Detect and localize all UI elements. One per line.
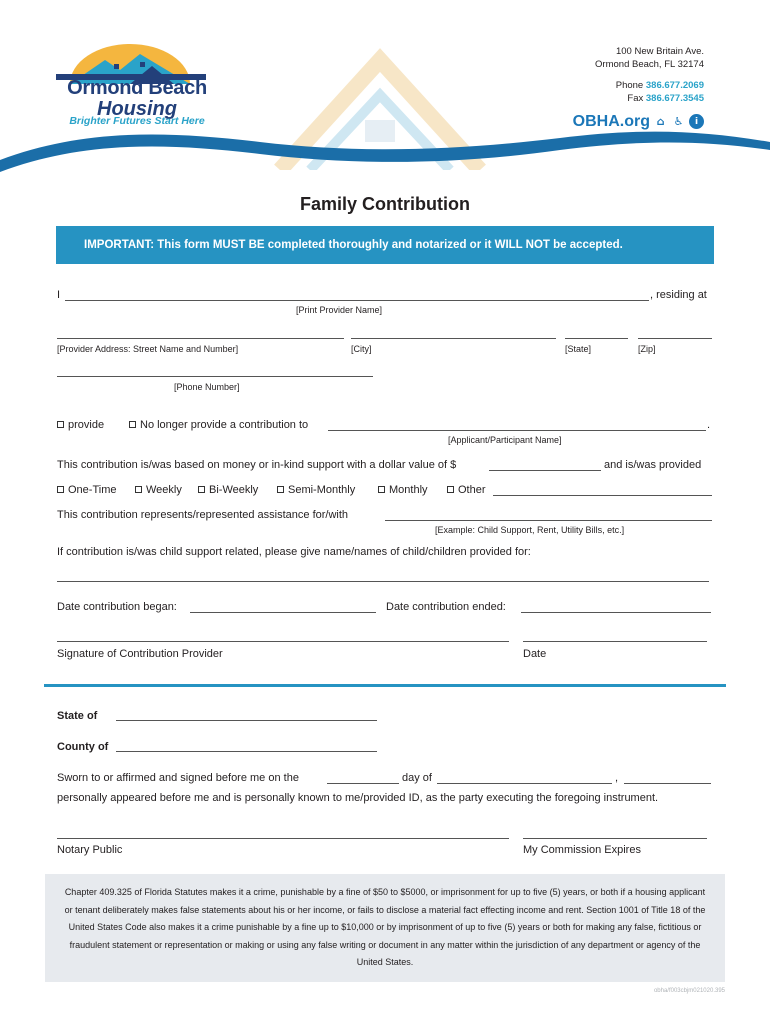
state-of-label: State of — [57, 710, 98, 722]
header-wave — [0, 120, 770, 180]
monthly-checkbox[interactable] — [378, 486, 385, 493]
address-line2: Ormond Beach, FL 32174 — [595, 59, 704, 70]
wheelchair-accessibility-icon: ♿ — [673, 115, 684, 128]
provide-option[interactable] — [57, 419, 104, 431]
signature-date-field[interactable] — [523, 641, 707, 642]
fax-label: Fax — [627, 93, 644, 104]
dollar-value-field[interactable] — [489, 470, 601, 471]
children-names-field[interactable] — [57, 581, 709, 582]
date-ended-field[interactable] — [521, 612, 711, 613]
phone-label: Phone — [615, 80, 644, 91]
date-ended-label: Date contribution ended: — [386, 601, 506, 613]
phone-number: 386.677.2069 — [645, 80, 704, 91]
important-notice-text: IMPORTANT: This form MUST BE completed thoroughly and notarized or it WILL NOT be accepted. — [84, 239, 623, 251]
dollar-value-prefix: This contribution is/was based on money or in-kind support with a dollar value of $ — [57, 459, 457, 471]
assistance-field[interactable] — [385, 520, 712, 521]
sworn-comma: , — [615, 772, 619, 784]
frequency-one-time[interactable] — [57, 484, 117, 496]
no-longer-option[interactable] — [129, 419, 308, 431]
provide-checkbox[interactable] — [57, 421, 64, 428]
logo-tagline: Brighter Futures Start Here — [69, 115, 205, 127]
accessibility-icons — [653, 114, 704, 129]
assistance-example: [Example: Child Support, Rent, Utility Bills, etc.] — [435, 525, 625, 535]
provider-signature-field[interactable] — [57, 641, 509, 642]
other-frequency-field[interactable] — [493, 495, 712, 496]
weekly-checkbox[interactable] — [135, 486, 142, 493]
state-of-field[interactable] — [116, 720, 377, 721]
city-label: [City] — [351, 344, 372, 354]
sworn-month-field[interactable] — [437, 783, 612, 784]
sworn-prefix: Sworn to or affirmed and signed before me on the — [57, 772, 299, 784]
phone-line — [595, 79, 704, 92]
info-icon: i — [689, 114, 704, 129]
no-longer-checkbox[interactable] — [129, 421, 136, 428]
form-code: obha/f003cbjm021020.395 — [653, 988, 725, 994]
date-began-label: Date contribution began: — [57, 601, 177, 613]
no-longer-label: No longer provide a contribution to — [140, 419, 309, 431]
zip-label: [Zip] — [638, 344, 656, 354]
provider-address-label: [Provider Address: Street Name and Number] — [57, 344, 239, 354]
other-checkbox[interactable] — [447, 486, 454, 493]
signature-label: Signature of Contribution Provider — [57, 648, 223, 660]
state-field[interactable] — [565, 338, 628, 339]
legal-disclaimer — [45, 874, 725, 982]
important-notice — [56, 226, 714, 264]
dollar-value-suffix: and is/was provided — [604, 459, 702, 471]
semi-monthly-checkbox[interactable] — [277, 486, 284, 493]
one-time-label: One-Time — [68, 484, 117, 496]
logo-name-line1: Ormond Beach — [67, 77, 207, 99]
one-time-checkbox[interactable] — [57, 486, 64, 493]
sworn-year-field[interactable] — [624, 783, 711, 784]
frequency-semi-monthly[interactable] — [277, 484, 355, 496]
print-provider-name-label: [Print Provider Name] — [296, 305, 383, 315]
applicant-name-field[interactable] — [328, 430, 706, 431]
bi-weekly-label: Bi-Weekly — [209, 484, 259, 496]
provider-address-field[interactable] — [57, 338, 344, 339]
weekly-label: Weekly — [146, 484, 182, 496]
frequency-bi-weekly[interactable] — [198, 484, 258, 496]
section-divider — [44, 684, 726, 687]
zip-field[interactable] — [638, 338, 712, 339]
city-field[interactable] — [351, 338, 556, 339]
commission-expires-label: My Commission Expires — [523, 844, 641, 856]
applicant-name-label: [Applicant/Participant Name] — [448, 435, 562, 445]
county-of-label: County of — [57, 741, 109, 753]
provider-name-field[interactable] — [65, 300, 649, 301]
frequency-weekly[interactable] — [135, 484, 182, 496]
page-title: Family Contribution — [300, 194, 470, 214]
notary-public-label: Notary Public — [57, 844, 123, 856]
fax-line — [595, 92, 704, 105]
line1-suffix: , residing at — [650, 289, 707, 301]
day-of-label: day of — [402, 772, 432, 784]
line1-prefix: I — [57, 289, 61, 301]
logo-wordmark — [62, 78, 212, 119]
bi-weekly-checkbox[interactable] — [198, 486, 205, 493]
commission-expires-field[interactable] — [523, 838, 707, 839]
provide-label: provide — [68, 419, 105, 431]
logo-name-line2: Housing — [97, 98, 177, 120]
phone-number-label: [Phone Number] — [174, 382, 240, 392]
frequency-other[interactable] — [447, 484, 486, 496]
end-period: . — [707, 419, 711, 431]
contact-block — [595, 45, 704, 105]
frequency-monthly[interactable] — [378, 484, 428, 496]
sworn-day-field[interactable] — [327, 783, 399, 784]
fax-number: 386.677.3545 — [645, 93, 704, 104]
phone-number-field[interactable] — [57, 376, 373, 377]
other-label: Other — [458, 484, 486, 496]
county-of-field[interactable] — [116, 751, 377, 752]
equal-housing-icon: ⌂ — [656, 115, 665, 128]
state-label: [State] — [565, 344, 592, 354]
semi-monthly-label: Semi-Monthly — [288, 484, 356, 496]
legal-disclaimer-text: Chapter 409.325 of Florida Statutes makes it a crime, punishable by a fine of $50 to $5000, or imprisonment for up to five (5) years, or both if a housing applicant or tenant deliberately makes false statements about his or her income, or fails to disclose a material fact effecting income and rent. Section 1001 of Title 18 of the United States Code also makes it a crime punishable by a fine up to $10,000 or by imprisonment of up to five (5) years or both for making any false, fictitious or fraudulent statement or representation or making or using any false writing or document in any matter within the jurisdiction of any department or agency of the United States. — [64, 887, 706, 967]
child-support-question: If contribution is/was child support related, please give name/names of child/children provided for: — [57, 546, 531, 558]
address-line1: 100 New Britain Ave. — [615, 46, 704, 57]
date-began-field[interactable] — [190, 612, 376, 613]
assistance-prefix: This contribution represents/represented assistance for/with — [57, 509, 349, 521]
personally-appeared-text: personally appeared before me and is personally known to me/provided ID, as the party executing the foregoing instrument. — [57, 792, 659, 804]
monthly-label: Monthly — [389, 484, 428, 496]
date-label: Date — [523, 648, 547, 660]
notary-signature-field[interactable] — [57, 838, 509, 839]
website-link[interactable]: OBHA.org — [572, 113, 650, 130]
